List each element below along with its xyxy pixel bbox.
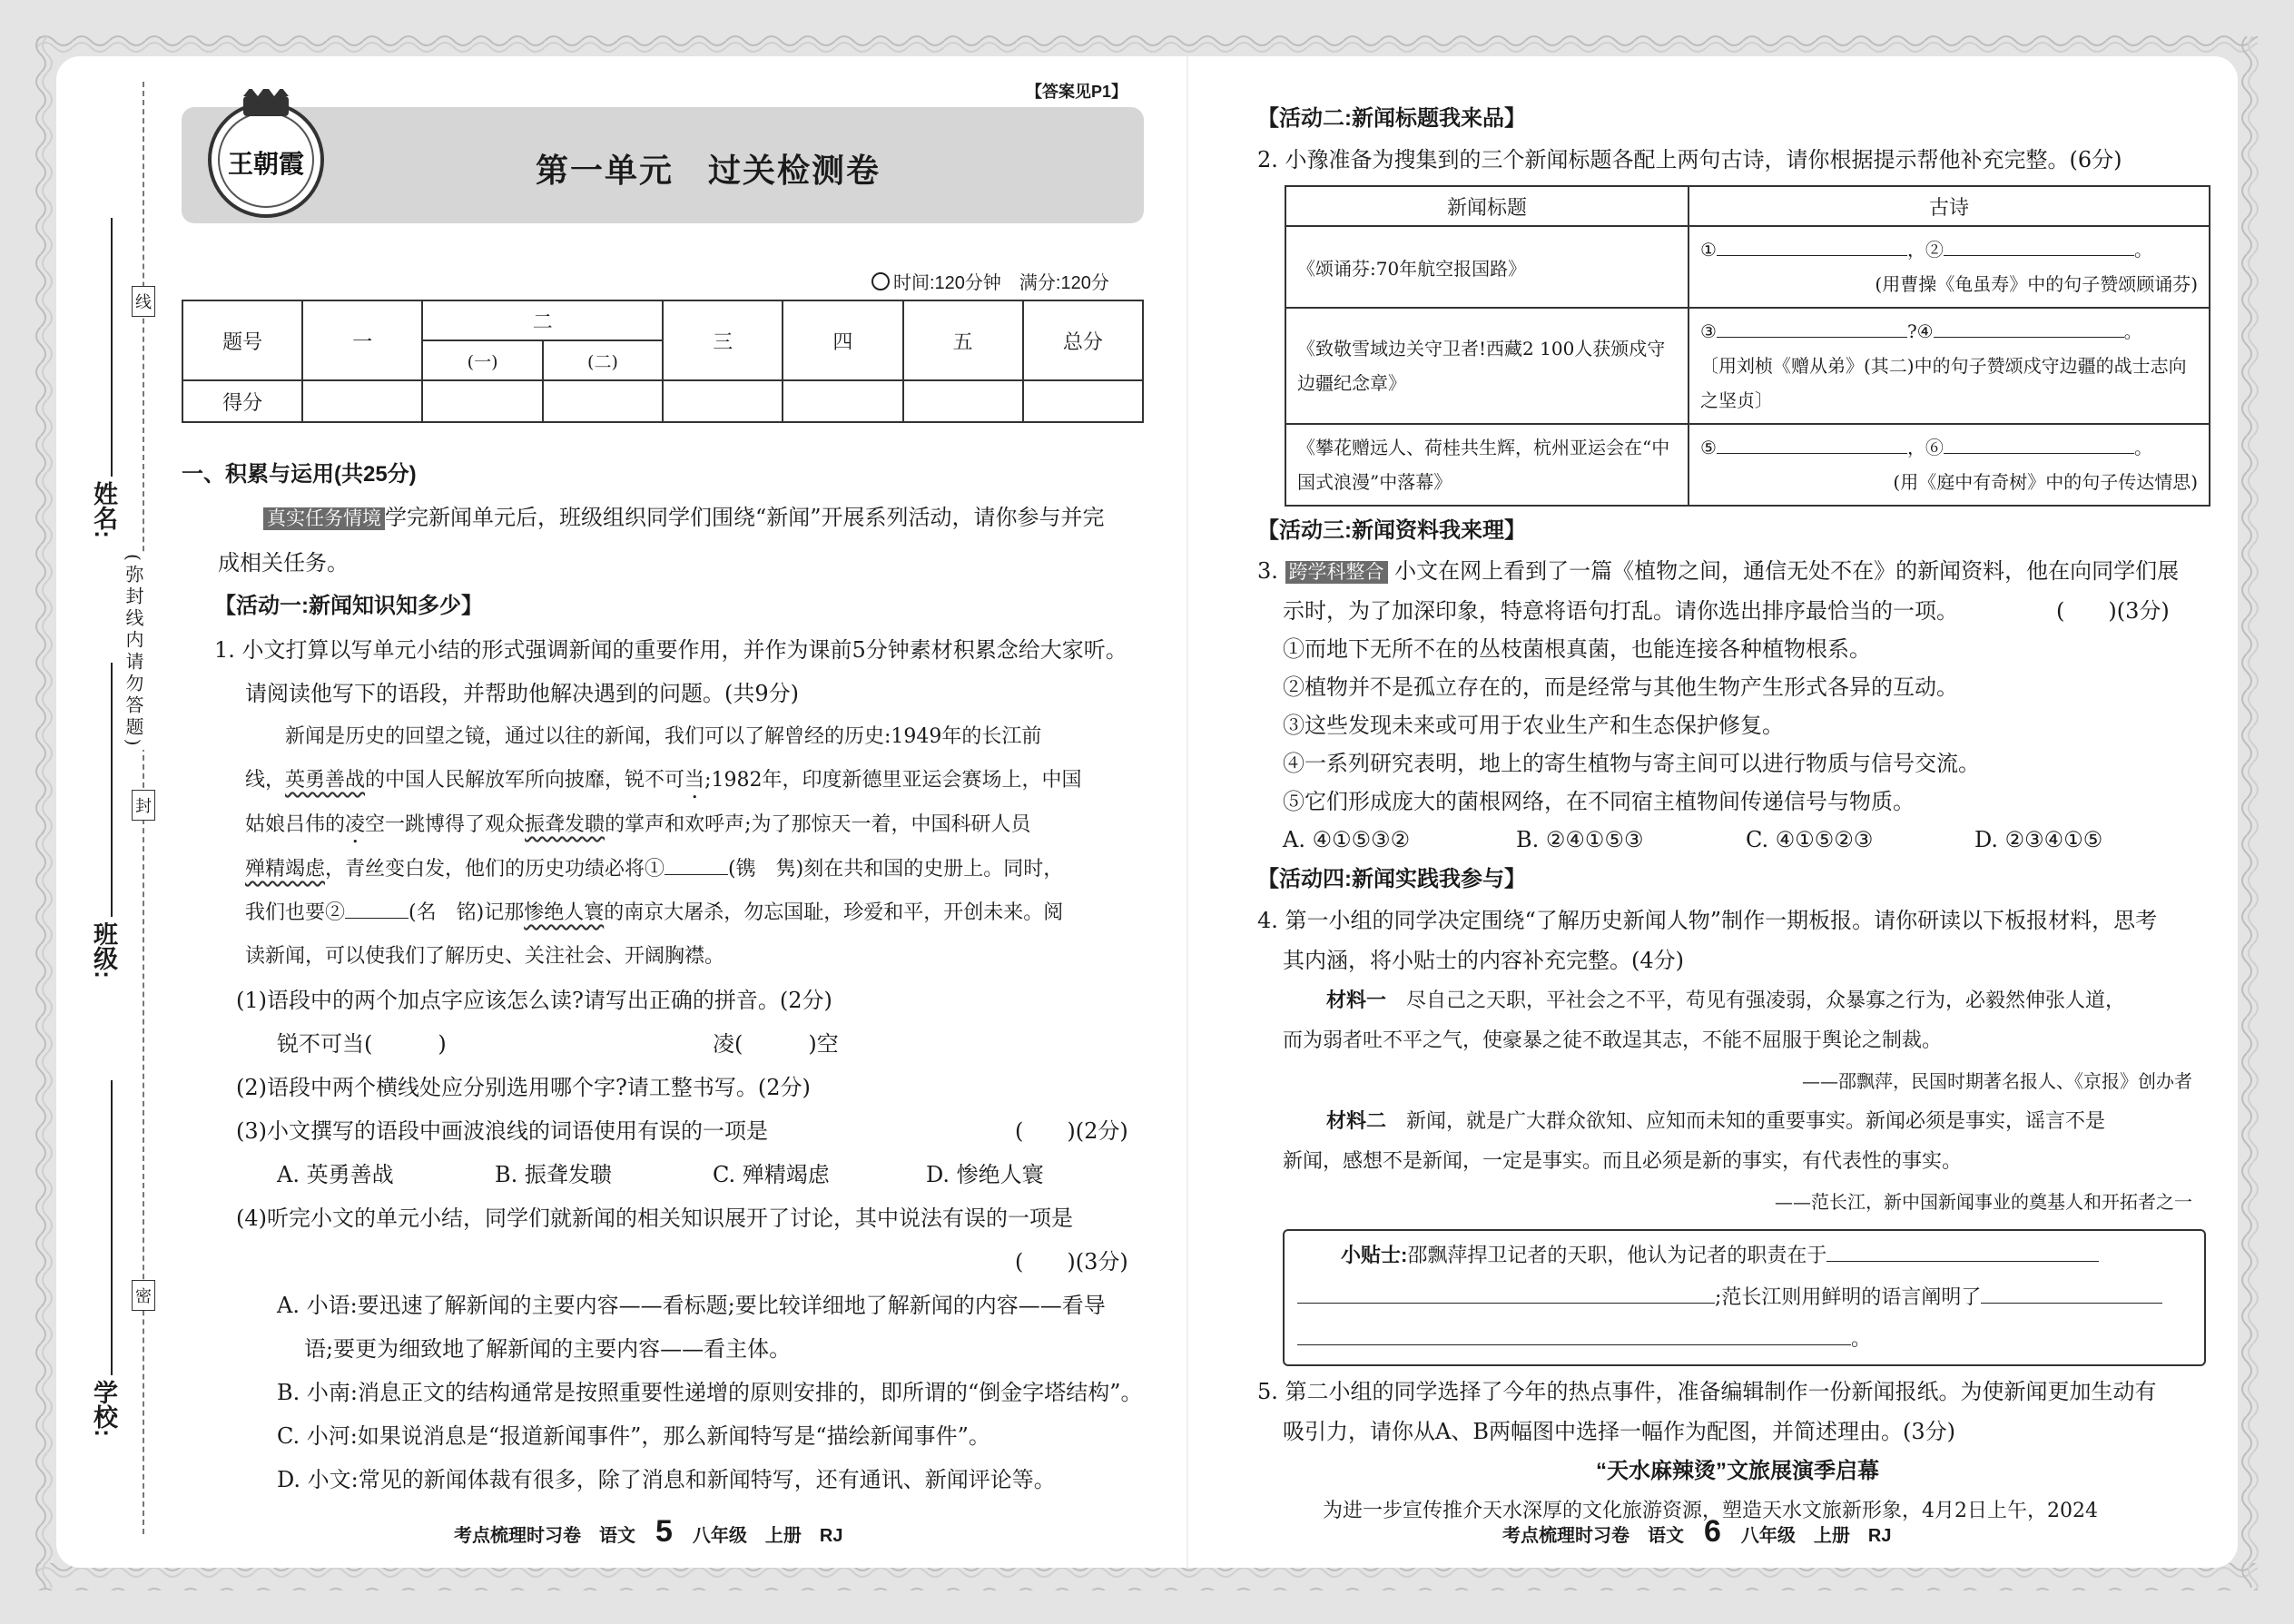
answer-bracket[interactable]: ( )(3分) bbox=[1015, 1249, 1128, 1275]
score-table-col-4: 四 bbox=[783, 300, 902, 380]
score-table-col-1: 一 bbox=[302, 300, 422, 380]
news-title-cell: 《颂诵芬:70年航空报国路》 bbox=[1285, 226, 1689, 308]
score-table-col-total: 总分 bbox=[1023, 300, 1143, 380]
news-title-cell: 《致敬雪域边关守卫者!西藏2 100人获颁戍守边疆纪念章》 bbox=[1285, 308, 1689, 424]
option[interactable]: A. ④①⑤③② bbox=[1283, 827, 1411, 852]
sub-question-1-answers bbox=[182, 1022, 1148, 1066]
poem-hint: (用曹操《龟虽寿》中的句子赞颂顾诵芬) bbox=[1875, 273, 2198, 295]
sub-question-4: (4)听完小文的单元小结，同学们就新闻的相关知识展开了讨论，其中说法有误的一项是 bbox=[236, 1206, 1073, 1231]
news-headline: “天水麻辣烫”文旅展演季启幕 bbox=[1596, 1459, 1879, 1483]
poem-blank-4[interactable] bbox=[1934, 337, 2124, 338]
poem-table bbox=[1285, 185, 2210, 507]
passage-line: 线，英勇善战的中国人民解放军所向披靡，锐不可当;1982年，印度新德里亚运会赛场上，中国 bbox=[245, 769, 1082, 792]
score-cell[interactable] bbox=[663, 380, 783, 422]
footer-grade: 八年级 上册 RJ bbox=[1740, 1526, 1892, 1546]
task-tag: 真实任务情境 bbox=[263, 507, 385, 530]
option[interactable]: D. 惨绝人寰 bbox=[926, 1162, 1044, 1187]
class-line[interactable] bbox=[111, 663, 113, 917]
poem-cell: ① ，② 。 (用曹操《龟虽寿》中的句子赞颂顾诵芬) bbox=[1689, 226, 2210, 308]
activity-4-heading: 【活动四:新闻实践我参与】 bbox=[1257, 867, 1526, 891]
task-intro-cont: 成相关任务。 bbox=[218, 550, 349, 576]
sub-question-3: (3)小文撰写的语段中画波浪线的词语使用有误的一项是 ( )(2分) bbox=[182, 1109, 1148, 1153]
passage-line: 我们也要② (名 铭)记那惨绝人寰的南京大屠杀，勿忘国耻，珍爱和平，开创未来。阅 bbox=[245, 901, 1064, 924]
tip-label: 小贴士: bbox=[1341, 1244, 1408, 1266]
tip-box: 小贴士:邵飘萍捍卫记者的天职，他认为记者的职责在于 ;范长江则用鲜明的语言阐明了 。 bbox=[1283, 1229, 2206, 1366]
poem-blank-1[interactable] bbox=[1717, 255, 1907, 256]
score-cell[interactable] bbox=[783, 380, 902, 422]
score-cell[interactable] bbox=[543, 380, 663, 422]
sub-question-2: (2)语段中两个横线处应分别选用哪个字?请工整书写。(2分) bbox=[236, 1075, 811, 1100]
score-cell[interactable] bbox=[1023, 380, 1143, 422]
option-b[interactable]: B. 小南:消息正文的结构通常是按照重要性递增的原则安排的，即所谓的“倒金字塔结构”。 bbox=[277, 1380, 1143, 1405]
cross-subject-tag: 跨学科整合 bbox=[1285, 561, 1388, 584]
question-4: 4. 第一小组的同学决定围绕“了解历史新闻人物”制作一期板报。请你研读以下板报材料，思考 bbox=[1257, 908, 2158, 933]
activity-2-heading: 【活动二:新闻标题我来品】 bbox=[1257, 106, 1526, 131]
task-intro: 真实任务情境 学完新闻单元后，班级组织同学们围绕“新闻”开展系列活动，请你参与并完 bbox=[182, 496, 1148, 541]
footer-grade: 八年级 上册 RJ bbox=[692, 1526, 843, 1546]
option[interactable]: B. 振聋发聩 bbox=[495, 1162, 612, 1187]
seal-mark-feng: 封 bbox=[132, 790, 155, 821]
seal-note: (弥封线内请勿答题) bbox=[121, 554, 147, 750]
center-fold bbox=[1186, 56, 1188, 1568]
score-table-col-3: 三 bbox=[663, 300, 783, 380]
score-cell[interactable] bbox=[302, 380, 422, 422]
section-heading: 一、积累与运用(共25分) bbox=[182, 462, 417, 487]
pinyin-answer-1[interactable]: 锐不可当( ) bbox=[277, 1031, 447, 1057]
publisher-logo-icon bbox=[198, 89, 334, 221]
passage-line: 殚精竭虑，青丝变白发，他们的历史功绩必将① (镌 隽)刻在共和国的史册上。同时， bbox=[245, 858, 1064, 881]
question-3-options bbox=[1257, 821, 2192, 859]
poem-blank-2[interactable] bbox=[1944, 255, 2134, 256]
passage-line: 新闻是历史的回望之镜，通过以往的新闻，我们可以了解曾经的历史:1949年的长江前 bbox=[285, 725, 1042, 748]
logo-lettering: 王朝霞 bbox=[227, 149, 305, 179]
option[interactable]: D. ②③④①⑤ bbox=[1974, 827, 2103, 852]
blank-1[interactable] bbox=[665, 874, 728, 875]
option[interactable]: C. 殚精竭虑 bbox=[713, 1162, 830, 1187]
school-label: 学校: bbox=[90, 1380, 117, 1437]
score-table-col-2b: (二) bbox=[543, 340, 663, 380]
answer-reference: 【答案见P1】 bbox=[1026, 83, 1128, 101]
activity-3-heading: 【活动三:新闻资料我来理】 bbox=[1257, 518, 1526, 543]
option[interactable]: B. ②④①⑤③ bbox=[1516, 827, 1644, 852]
passage-line: 读新闻，可以使我们了解历史、关注社会、开阔胸襟。 bbox=[245, 945, 725, 968]
footer-book: 考点梳理时习卷 语文 bbox=[1502, 1526, 1684, 1546]
option-a-cont: 语;要更为细致地了解新闻的主要内容——看主体。 bbox=[304, 1336, 792, 1362]
binding-sidebar bbox=[86, 82, 150, 1534]
title-banner bbox=[182, 107, 1144, 223]
class-label: 班级: bbox=[90, 921, 117, 979]
question-1-cont: 请阅读他写下的语段，并帮助他解决遇到的问题。(共9分) bbox=[245, 681, 799, 706]
material-2: 材料二 新闻，就是广大群众欲知、应知而未知的重要事实。新闻必须是事实，谣言不是 新闻，感想不是新闻，一定是事实。而且必须是新的事实，有代表性的事实。 ——范长江，新中国新闻事业的奠基人和开拓者之一 bbox=[1257, 1101, 2192, 1222]
question-2: 2. 小豫准备为搜集到的三个新闻标题各配上两句古诗，请你根据提示帮他补充完整。(6分) bbox=[1257, 147, 2122, 172]
score-table-header-label: 题号 bbox=[182, 300, 302, 380]
question-5-cont: 吸引力，请你从A、B两幅图中选择一幅作为配图，并简述理由。(3分) bbox=[1283, 1419, 1955, 1444]
poem-blank-3[interactable] bbox=[1717, 337, 1907, 338]
score-cell[interactable] bbox=[903, 380, 1023, 422]
option-c[interactable]: C. 小河:如果说消息是“报道新闻事件”，那么新闻特写是“描绘新闻事件”。 bbox=[277, 1423, 990, 1449]
option-a[interactable]: A. 小语:要迅速了解新闻的主要内容——看标题;要比较详细地了解新闻的内容——看导 bbox=[277, 1293, 1106, 1318]
sentence-item: ③这些发现未来或可用于农业生产和生态保护修复。 bbox=[1283, 713, 1784, 738]
score-row-label: 得分 bbox=[182, 380, 302, 422]
exam-time-info: 时间:120分钟 满分:120分 bbox=[871, 268, 1109, 294]
news-body: 为进一步宣传推介天水深厚的文化旅游资源，塑造天水文旅新形象，4月2日上午，2024 bbox=[1323, 1500, 2098, 1522]
sub-question-3-options bbox=[182, 1153, 1148, 1196]
poem-blank-6[interactable] bbox=[1944, 453, 2134, 454]
right-page bbox=[1257, 98, 2198, 1531]
sentence-item: ⑤它们形成庞大的菌根网络，在不同宿主植物间传递信号与物质。 bbox=[1283, 789, 1915, 814]
tip-blank-2[interactable] bbox=[1297, 1303, 1715, 1304]
right-footer bbox=[1502, 1514, 1892, 1550]
footer-book: 考点梳理时习卷 语文 bbox=[454, 1526, 635, 1546]
sentence-item: ④一系列研究表明，地上的寄生植物与寄主间可以进行物质与信号交流。 bbox=[1283, 751, 1980, 776]
sub-question-1: (1)语段中的两个加点字应该怎么读?请写出正确的拼音。(2分) bbox=[236, 988, 832, 1013]
tip-blank-1[interactable] bbox=[1826, 1261, 2099, 1262]
answer-bracket[interactable]: ( )(3分) bbox=[2056, 598, 2170, 624]
question-3: 3. 跨学科整合 小文在网上看到了一篇《植物之间，通信无处不在》的新闻资料，他在向同学们展 bbox=[1257, 558, 2180, 584]
page-number: 6 bbox=[1704, 1514, 1721, 1549]
question-4-cont: 其内涵，将小贴士的内容补充完整。(4分) bbox=[1283, 948, 1684, 973]
material-source: ——邵飘萍，民国时期著名报人、《京报》创办者 bbox=[1802, 1070, 2192, 1092]
poem-cell: ③ ?④ 。 〔用刘桢《赠从弟》(其二)中的句子赞颂戍守边疆的战士志向之坚贞〕 bbox=[1689, 308, 2210, 424]
sentence-item: ①而地下无所不在的丛枝菌根真菌，也能连接各种植物根系。 bbox=[1283, 636, 1871, 662]
question-3-cont: 示时，为了加深印象，特意将语句打乱。请你选出排序最恰当的一项。 ( )(3分) bbox=[1257, 592, 2192, 630]
name-line[interactable] bbox=[111, 218, 113, 477]
school-line[interactable] bbox=[111, 1080, 113, 1375]
tip-blank-3[interactable] bbox=[1981, 1303, 2162, 1304]
news-title-cell: 《攀花赠远人、荷桂共生辉，杭州亚运会在“中国式浪漫”中落幕》 bbox=[1285, 424, 1689, 506]
poem-hint: (用《庭中有奇树》中的句子传达情思) bbox=[1893, 471, 2198, 493]
score-cell[interactable] bbox=[422, 380, 542, 422]
poem-table-header-poem: 古诗 bbox=[1689, 186, 2210, 226]
poem-cell: ⑤ ，⑥ 。 (用《庭中有奇树》中的句子传达情思) bbox=[1689, 424, 2210, 506]
activity-1-heading: 【活动一:新闻知识知多少】 bbox=[214, 594, 483, 618]
answer-bracket[interactable]: ( )(2分) bbox=[1015, 1118, 1128, 1144]
name-label: 姓名: bbox=[90, 481, 117, 538]
left-footer bbox=[454, 1514, 843, 1550]
poem-hint: 〔用刘桢《赠从弟》(其二)中的句子赞颂戍守边疆的战士志向之坚贞〕 bbox=[1700, 355, 2187, 411]
option[interactable]: A. 英勇善战 bbox=[277, 1162, 394, 1187]
poem-table-header-title: 新闻标题 bbox=[1285, 186, 1689, 226]
material-1: 材料一 尽自己之天职，平社会之不平，苟见有强凌弱，众暴寡之行为，必毅然伸张人道， 而为弱者吐不平之气，使豪暴之徒不敢逞其志，不能不屈服于舆论之制裁。 ——邵飘萍，民国时期著名报人、《京报》创办者 bbox=[1257, 980, 2192, 1101]
tip-blank-4[interactable] bbox=[1297, 1344, 1851, 1345]
clock-icon bbox=[871, 272, 890, 290]
reading-passage bbox=[182, 715, 1148, 979]
page-number: 5 bbox=[655, 1514, 673, 1549]
question-1: 1. 小文打算以写单元小结的形式强调新闻的重要作用，并作为课前5分钟素材积累念给大家听。 bbox=[214, 637, 1127, 663]
sentence-list bbox=[1257, 630, 2192, 821]
sentence-item: ②植物并不是孤立存在的，而是经常与其他生物产生形式各异的互动。 bbox=[1283, 674, 1958, 700]
material-source: ——范长江，新中国新闻事业的奠基人和开拓者之一 bbox=[1775, 1191, 2192, 1213]
score-table bbox=[182, 300, 1144, 423]
score-table-col-2a: (一) bbox=[422, 340, 542, 380]
option[interactable]: C. ④①⑤②③ bbox=[1746, 827, 1874, 852]
blank-2[interactable] bbox=[345, 918, 409, 919]
section-1 bbox=[182, 454, 1148, 1501]
poem-blank-5[interactable] bbox=[1717, 453, 1907, 454]
seal-mark-mi: 密 bbox=[132, 1280, 155, 1311]
page-title: 第一单元 过关检测卷 bbox=[536, 152, 881, 189]
option-d[interactable]: D. 小文:常见的新闻体裁有很多，除了消息和新闻特写，还有通讯、新闻评论等。 bbox=[277, 1467, 1056, 1492]
pinyin-answer-2[interactable]: 凌( )空 bbox=[713, 1031, 839, 1057]
score-table-col-2: 二 bbox=[422, 300, 663, 340]
score-table-col-5: 五 bbox=[903, 300, 1023, 380]
passage-line: 姑娘吕伟的凌空一跳博得了观众振聋发聩的掌声和欢呼声;为了那惊天一着，中国科研人员 bbox=[245, 813, 1031, 836]
question-5: 5. 第二小组的同学选择了今年的热点事件，准备编辑制作一份新闻报纸。为使新闻更加生动有 bbox=[1257, 1379, 2157, 1404]
seal-mark-xian: 线 bbox=[132, 286, 155, 317]
